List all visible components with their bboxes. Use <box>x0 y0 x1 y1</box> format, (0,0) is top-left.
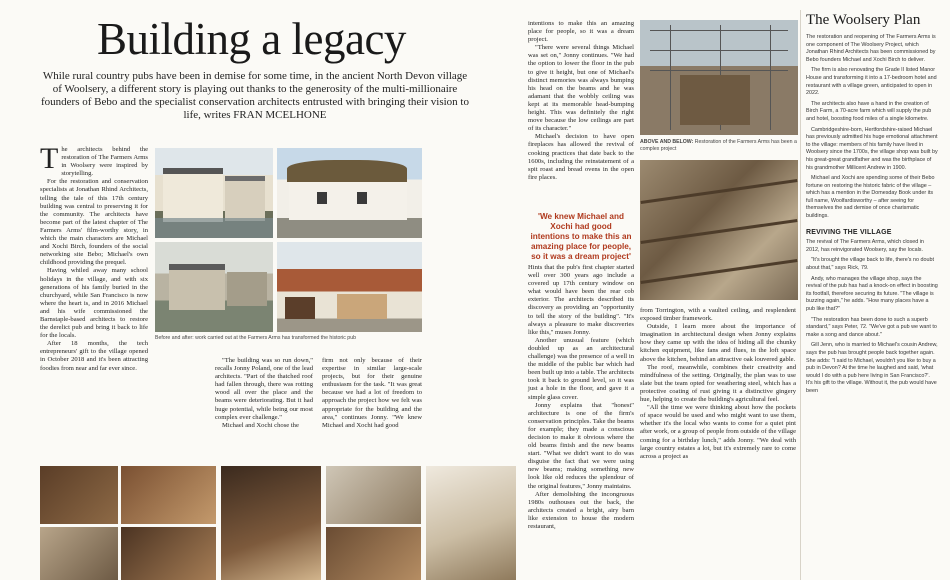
paragraph: Hints that the pub's first chapter started well over 300 years ago include a covered up 17th century window on what would have been the rear cob exterior. The architects described its discovery as providing an "opportunity to tell the story of the building". "It's always a pleasure to make discoveries like this," muses Jonny. <box>528 264 634 336</box>
pull-quote: 'We knew Michael and Xochi had good intentions to make this an amazing place for people, so it was a dream project' <box>530 212 632 261</box>
photo-caption-restoration <box>640 139 798 152</box>
caption-text: Restoration of the Farmers Arms has been a complex project <box>640 139 797 152</box>
sidebar-paragraph: "It's brought the village back to life, there's no doubt about that," says Rick, 79. <box>806 257 934 272</box>
paragraph: "All the time we were thinking about how the pockets of space would be used and who might want to use them, whether it's the local who wants to come for a quiet pint after work, or a group of people from outside of the village coming for a birthday lunch," adds Jonny. "We deal with large country estates a lot, but it's extremely rare to come across a project as <box>640 404 796 460</box>
photo-caption: Before and after: work carried out at the Farmers Arms has transformed the historic pub <box>155 335 356 341</box>
photo-restoration-roof <box>640 20 798 135</box>
paragraph: he architects behind the restoration of The Farmers Arms in Woolsery were inspired by storytelling. <box>61 146 148 178</box>
photo-pub-before-2 <box>155 242 273 332</box>
paragraph: from Torrington, with a vaulted ceiling, and resplendent exposed timber framework. <box>640 307 796 323</box>
photo-interior-5 <box>221 466 321 580</box>
article-column-4-top <box>528 20 634 182</box>
photo-pub-before-1 <box>155 148 273 238</box>
photo-restoration-interior <box>640 160 798 300</box>
sidebar-divider <box>800 10 801 580</box>
photo-interior-1 <box>40 466 118 524</box>
photo-interior-6 <box>326 466 421 524</box>
sidebar-woolsery-plan <box>806 12 938 399</box>
photo-pub-after-1 <box>277 148 422 238</box>
sidebar-paragraph: Andy, who manages the village shop, says the revival of the pub has had a knock-on effect in boosting its footfall, therefore securing its future. "The village is buzzing again," he adds. "How many places have a pub like that?" <box>806 275 938 312</box>
sidebar-paragraph: The firm is also renovating the Grade II listed Manor House and transforming it into a 17-bedroom hotel and restaurant with a village green, anticipated to open in 2022. <box>806 67 937 97</box>
paragraph: Another unusual feature (which doubled up as an architectural challenge) was the presence of a well in the middle of the public bar which had been built up into a table. The architects took it back to ground level, so it was just a hole in the floor, and gave it a simple glass cover. <box>528 336 634 401</box>
paragraph: firm not only because of their expertise in similar large-scale projects, but for their genuine enthusiasm for the task. "It was great because we had a lot of freedom to approach the project how we felt was appropriate for the building and the area," continues Jonny. "We knew Michael and Xochi had good <box>322 357 422 429</box>
photo-interior-8 <box>426 466 516 580</box>
paragraph: After demolishing the incongruous 1980s outhouses out the back, the architects created a bright, airy barn like extension to house the modern restaurant, <box>528 490 634 530</box>
paragraph: Outside, I learn more about the importance of imagination in architectural design when Jonny explains how they came up with the idea of hiding all the chunky kitchen equipment, like fans and flues, in the loft space above the kitchen, behind an attractive oak louvered gable. <box>640 323 796 363</box>
drop-cap: T <box>40 142 59 175</box>
photo-interior-7 <box>326 527 421 580</box>
paragraph: For the restoration and conservation specialists at Jonathan Rhind Architects, telling the tale of this 17th century building was central to preserving it for the community. The architects have become part of the latest chapter of The Farmers Arms' film-worthy story, in which the main characters are Michael and Xochi Birch, founders of the social networking site Bebo; Michael's own childhood providing the prequel. <box>40 178 148 267</box>
sidebar-subhead: REVIVING THE VILLAGE <box>806 228 892 236</box>
article-column-4-bottom <box>528 264 634 531</box>
paragraph: Jonny explains that "honest" architecture is one of the firm's conservation principles. Take the beams for example; they made a conscious decision to make it obvious where the old beams finish and the new beams start. "What we didn't want to do was disguise the fact that we were using new beams; making something new look like old reduces the splendour of the original features," Jonny maintains. <box>528 401 634 490</box>
sidebar-paragraph: "The restoration has been done to such a superb standard," says Peter, 72. "We've got a pub we want to make a song and dance about." <box>806 316 937 338</box>
paragraph: The roof, meanwhile, combines their creativity and mindfulness of the setting. Originally, the plan was to use slate but the team opted for weathering steel, which has a protective coating of rust giving it a distinctive gingery hue, helping to create the building's agricultural feel. <box>640 363 796 404</box>
article-column-1 <box>40 142 148 373</box>
paragraph: After 18 months, the tech entrepreneurs' gift to the village opened in October 2018 and it's been attracting foodies from near and far ever since. <box>40 340 148 372</box>
headline: Building a legacy <box>97 14 406 64</box>
sidebar-paragraph: Cambridgeshire-born, Hertfordshire-raised Michael has previously admitted his huge emotional attachment to the village: members of his family have lived in Woolsery since the 1700s, the village shop was built by his great-great grandfather and was the birthplace of his grandmother Millicent Andrew in 1900. <box>806 126 938 171</box>
paragraph: "The building was so run down," recalls Jonny Poland, one of the lead architects. "Part of the thatched roof had fallen through, there was rotting wood all over the place and the beams were deteriorating. But it had huge potential, while being our most complex ever challenge." <box>215 357 313 421</box>
sidebar-paragraph: The architects also have a hand in the creation of Birch Farm, a 70-acre farm which will supply the pub and hotel, boosting food miles of a single kilometre. <box>806 100 932 122</box>
paragraph: Michael and Xochi chose the <box>222 421 299 429</box>
sidebar-title: The Woolsery Plan <box>806 12 921 28</box>
article-column-5 <box>640 307 796 461</box>
photo-pub-after-2 <box>277 242 422 332</box>
paragraph: "There were several things Michael was set on," Jonny continues. "We had the option to lower the floor in the pub to give it height, but one of Michael's distinct memories was always bumping his head on the beams and he was adamant that the wobbly ceiling was kept at its memorable head-bumping height. This was definitely the right move because the low ceilings are part of its character." <box>528 44 634 133</box>
article-column-3 <box>322 357 422 430</box>
photo-interior-4 <box>121 527 216 580</box>
paragraph: Michael's decision to have open fireplaces has allowed the revival of cooking practices that date back to the 1600s, including the reinstatement of a spit roast and bread ovens in the open fire places. <box>528 133 634 181</box>
photo-interior-2 <box>121 466 216 524</box>
sidebar-paragraph: The revival of The Farmers Arms, which closed in 2012, has reinvigorated Woolsery, say the locals. <box>806 239 924 253</box>
sidebar-paragraph: The restoration and reopening of The Farmers Arms is one component of The Woolsery Project, which Jonathan Rhind Architects has been commissioned by Bebo founders Michael and Xochi Birch to deliver. <box>806 34 936 63</box>
photo-interior-3 <box>40 527 118 580</box>
caption-label: ABOVE AND BELOW: <box>640 139 694 145</box>
paragraph: intentions to make this an amazing place for people, so it was a dream project. <box>528 20 634 44</box>
paragraph: Having whiled away many school holidays in the village, and with six generations of his family buried in the churchyard, while San Francisco is now where the heart is, and in 2016 Michael and his wife commissioned the Barnstaple-based architects to restore the derelict pub and bring it back to life for the locals. <box>40 267 148 340</box>
standfirst: While rural country pubs have been in demise for some time, in the ancient North Devon village of Woolsery, a different story is playing out thanks to the generosity of the multi-millionaire founders of Bebo and the specialist conservation architects entrusted with bringing their vision to life, writes FRAN MCELHONE <box>41 70 469 121</box>
sidebar-paragraph: Michael and Xochi are spending some of their Bebo fortune on restoring the historic fabric of the village – which has a mention in the Domesday Book under its full name, Woolfardisworthy – after seeing for themselves the sad demise of once charismatic buildings. <box>806 175 935 220</box>
sidebar-paragraph: Gill Jenn, who is married to Michael's cousin Andrew, says the pub has brought people back together again. She adds: "I said to Michael, wouldn't you like to buy a pub in Devon? At the time he laughed and said, 'what would I do with a pub here living in San Francisco?'. It's his gift to the village. Without it, the pub would have been <box>806 342 938 394</box>
article-column-2 <box>215 357 313 430</box>
